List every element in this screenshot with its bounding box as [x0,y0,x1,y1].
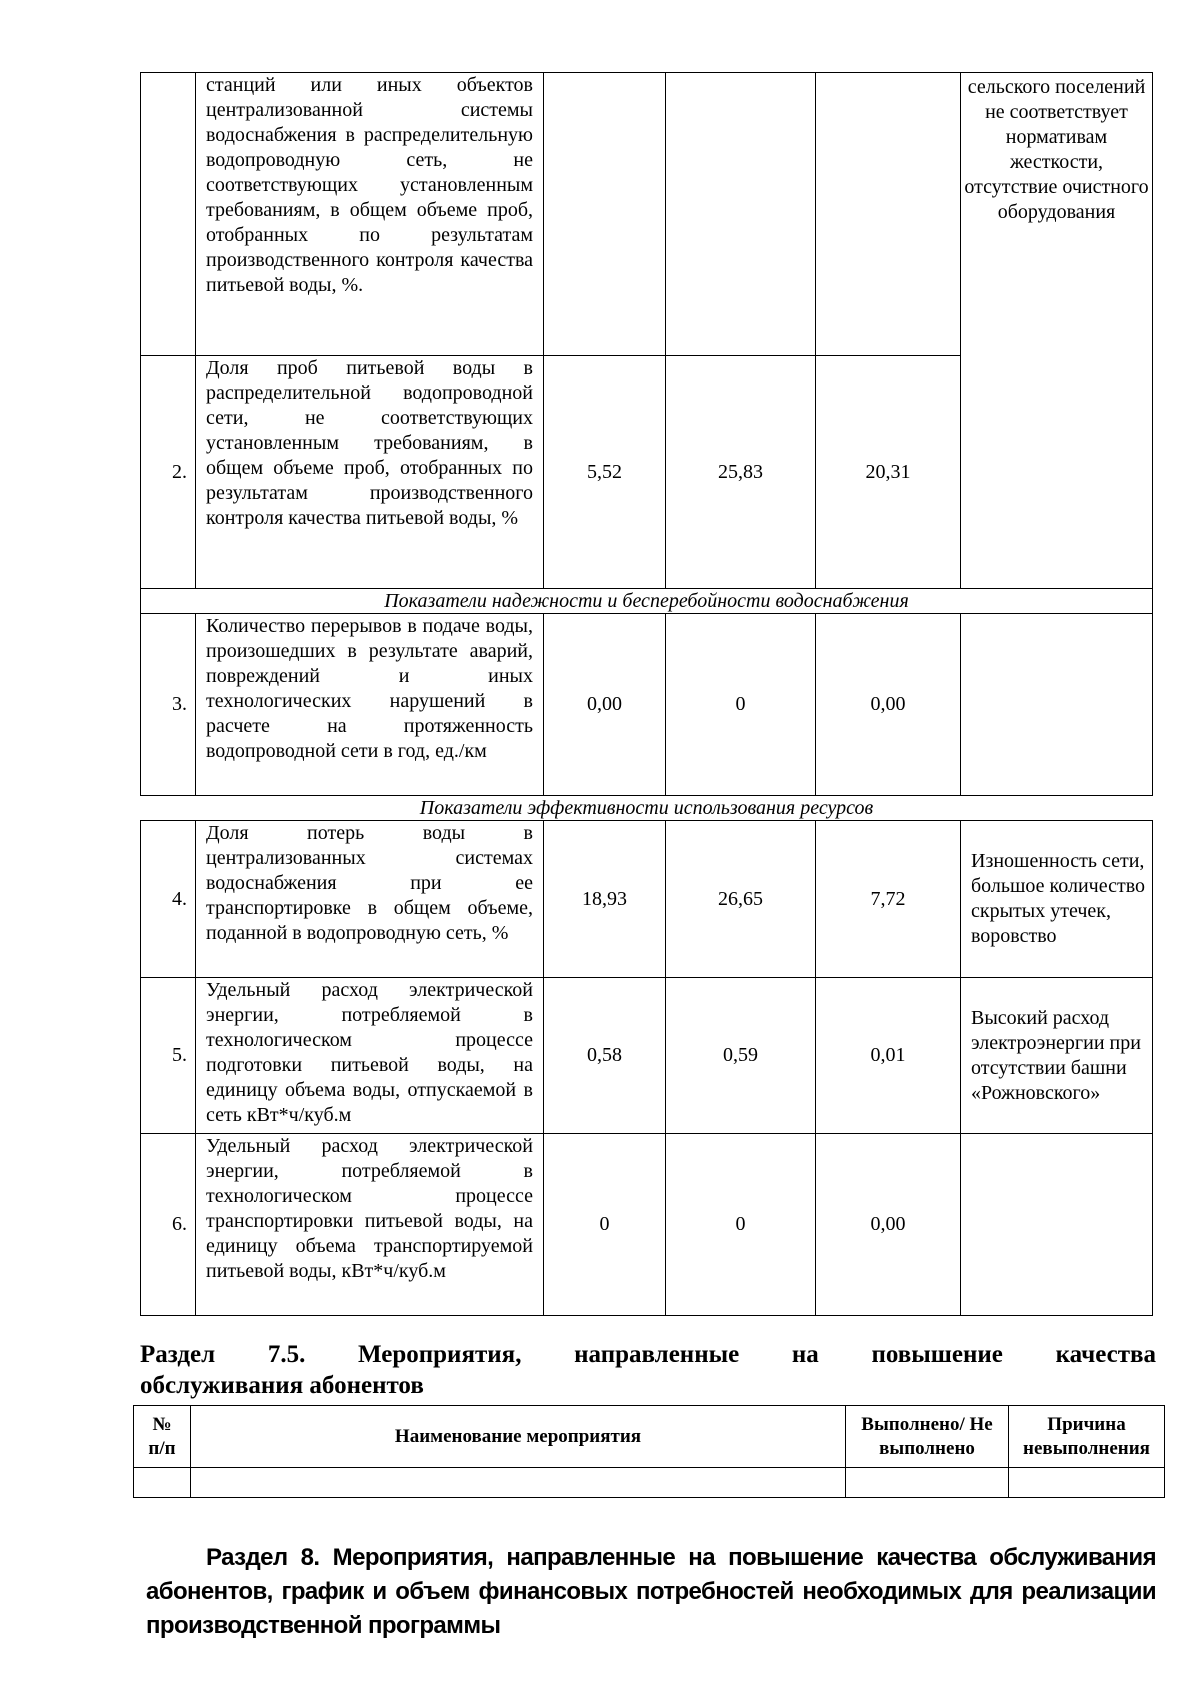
section-efficiency: Показатели эффективности использования ресурсов [141,796,1153,821]
header-reason: Причина невыполнения [1009,1406,1165,1468]
value-fact: 0 [666,614,816,796]
row-number: 4. [141,821,196,978]
row-number: 6. [141,1134,196,1316]
reason: Высокий расход электроэнергии при отсутствии башни «Рожновского» [961,978,1153,1134]
value-plan: 0 [544,1134,666,1316]
title-word: 7.5. [267,1341,306,1368]
section-7-5-heading [140,1339,1156,1401]
measures-table [133,1405,1165,1498]
row-number: 3. [141,614,196,796]
title-word: Мероприятия, [357,1341,522,1368]
value-fact: 26,65 [666,821,816,978]
empty-cell [846,1468,1009,1498]
value-fact: 0,59 [666,978,816,1134]
table-row [141,978,1153,1134]
table-row [141,614,1153,796]
table-row [141,821,1153,978]
title-word: Раздел [140,1341,216,1368]
value-fact: 0 [666,1134,816,1316]
section-8-line2: абонентов, график и объем финансовых потребностей необходимых для реализации [146,1578,1156,1605]
title-word: направленные [574,1341,740,1368]
row-number: 2. [141,356,196,589]
indicator-name: Удельный расход электрической энергии, потребляемой в технологическом процессе транспортировки питьевой воды, на единицу объема транспортируемой питьевой воды, кВт*ч/куб.м [196,1134,544,1316]
value-deviation: 20,31 [816,356,961,589]
section-reliability: Показатели надежности и бесперебойности водоснабжения [141,589,1153,614]
value-fact [666,73,816,356]
section-8-heading [146,1541,1156,1643]
table-row [141,73,1153,356]
section-8-line3: производственной программы [146,1612,501,1639]
value-plan [544,73,666,356]
section-7-5-title-line1 [140,1339,1156,1370]
reason [961,614,1153,796]
indicator-name: станций или иных объектов централизованной системы водоснабжения в распределительную водопроводную сеть, не соответствующих установленным требованиям, в общем объеме проб, отобранных по результатам производственного контроля качества питьевой воды, %. [196,73,544,356]
indicator-name: Доля проб питьевой воды в распределительной водопроводной сети, не соответствующих установленным требованиям, в общем объеме проб, отобранных по результатам производственного контроля качества питьевой воды, % [196,356,544,589]
value-deviation: 0,00 [816,1134,961,1316]
indicator-name: Доля потерь воды в централизованных системах водоснабжения при ее транспортировке в общем объеме, поданной в водопроводную сеть, % [196,821,544,978]
section-7-5-title-line2: обслуживания абонентов [140,1372,424,1399]
value-fact: 25,83 [666,356,816,589]
value-plan: 0,58 [544,978,666,1134]
header-name: Наименование мероприятия [191,1406,846,1468]
indicators-table [140,72,1153,1316]
reason [961,1134,1153,1316]
empty-cell [1009,1468,1165,1498]
row-number [141,73,196,356]
value-deviation: 7,72 [816,821,961,978]
indicator-name: Количество перерывов в подаче воды, произошедших в результате аварий, повреждений и иных технологических нарушений в расчете на протяженность водопроводной сети в год, ед./км [196,614,544,796]
value-plan: 5,52 [544,356,666,589]
value-deviation: 0,01 [816,978,961,1134]
section-8-line1: Раздел 8. Мероприятия, направленные на повышение качества обслуживания [206,1544,1156,1571]
value-plan: 0,00 [544,614,666,796]
title-word: повышение [871,1341,1003,1368]
table-row [141,1134,1153,1316]
section-row [141,589,1153,614]
value-deviation [816,73,961,356]
table-header-row [134,1406,1165,1468]
header-number: № п/п [134,1406,191,1468]
table-row [134,1468,1165,1498]
reason: Изношенность сети, большое количество скрытых утечек, воровство [961,821,1153,978]
reason-merged: сельского поселений не соответствует нормативам жесткости, отсутствие очистного оборудования [961,73,1153,589]
title-word: на [791,1341,819,1368]
section-row [141,796,1153,821]
title-word: качества [1055,1341,1156,1368]
header-status: Выполнено/ Не выполнено [846,1406,1009,1468]
value-deviation: 0,00 [816,614,961,796]
row-number: 5. [141,978,196,1134]
empty-cell [134,1468,191,1498]
value-plan: 18,93 [544,821,666,978]
empty-cell [191,1468,846,1498]
indicator-name: Удельный расход электрической энергии, потребляемой в технологическом процессе подготовки питьевой воды, на единицу объема воды, отпускаемой в сеть кВт*ч/куб.м [196,978,544,1134]
